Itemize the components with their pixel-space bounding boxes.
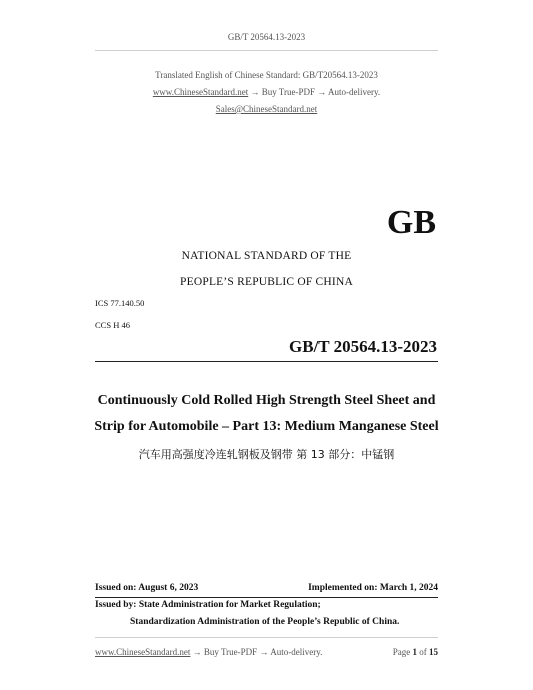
- standard-number: GB/T 20564.13-2023: [289, 337, 437, 356]
- page-total: 15: [429, 647, 438, 657]
- issued-by-line2: Standardization Administration of the People’s Republic of China.: [130, 617, 400, 627]
- auto-delivery-text: Auto-delivery.: [328, 87, 381, 97]
- document-title-chinese: 汽车用高强度冷连轧钢板及钢带 第 13 部分：中锰钢: [138, 448, 395, 461]
- arrow-right-icon: →: [250, 87, 260, 97]
- sales-email: [0, 104, 533, 114]
- ics-code: ICS 77.140.50: [95, 298, 145, 308]
- gb-mark: GB: [386, 204, 436, 241]
- footer-buy-text: Buy True-PDF: [203, 647, 258, 657]
- document-title-line1: Continuously Cold Rolled High Strength Steel Sheet and: [97, 393, 436, 408]
- document-title-line2: Strip for Automobile – Part 13: Medium Manganese Steel: [94, 419, 439, 434]
- page-current: 1: [412, 647, 417, 657]
- ccs-code: CCS H 46: [95, 320, 130, 330]
- footer-delivery-text: Auto-delivery.: [270, 647, 323, 657]
- sales-email-link[interactable]: Sales@ChineseStandard.net: [215, 104, 318, 114]
- running-header: GB/T 20564.13-2023: [227, 32, 306, 42]
- page-of: of: [419, 647, 427, 657]
- standard-number-divider: [95, 361, 438, 362]
- national-standard-line2: PEOPLE’S REPUBLIC OF CHINA: [180, 276, 353, 288]
- arrow-right-icon: →: [192, 647, 202, 657]
- issue-divider: [95, 597, 438, 598]
- implemented-on-date: Implemented on: March 1, 2024: [308, 583, 438, 593]
- buy-true-pdf-text: Buy True-PDF: [261, 87, 315, 97]
- issued-by-line1: Issued by: State Administration for Market Regulation;: [95, 600, 321, 610]
- page-word: Page: [392, 647, 411, 657]
- footer-chinesestandard-link[interactable]: www.ChineseStandard.net: [95, 647, 191, 657]
- purchase-links: [0, 87, 533, 97]
- translation-notice: Translated English of Chinese Standard: GB/T20564.13-2023: [155, 70, 378, 80]
- arrow-right-icon: →: [317, 87, 327, 97]
- page-indicator: [393, 647, 438, 657]
- national-standard-line1: NATIONAL STANDARD OF THE: [181, 250, 352, 262]
- header-divider: [95, 50, 438, 51]
- footer-divider: [95, 637, 438, 638]
- chinesestandard-link[interactable]: www.ChineseStandard.net: [152, 87, 249, 97]
- arrow-right-icon: →: [259, 647, 269, 657]
- footer-links: [95, 647, 322, 657]
- issued-on-date: Issued on: August 6, 2023: [95, 583, 199, 593]
